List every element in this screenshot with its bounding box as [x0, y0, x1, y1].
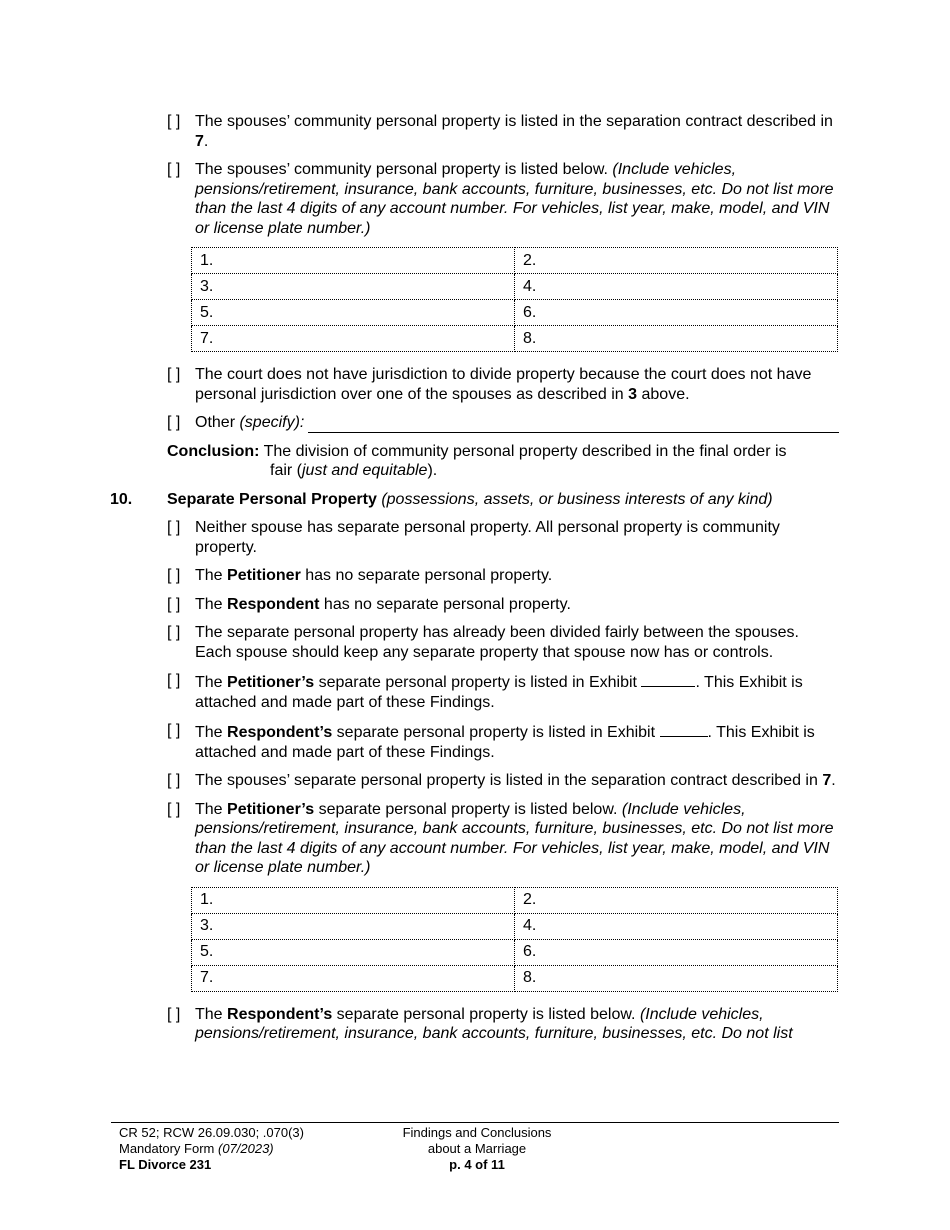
community-below-option [167, 160, 839, 238]
option-text: The [195, 724, 228, 741]
option-text-end: . This Exhibit is attached and made part of these Findings. [195, 724, 815, 761]
table-cell[interactable]: 5. [192, 939, 515, 965]
page-footer [111, 1122, 839, 1172]
option-note: (Include vehicles, pensions/retirement, insurance, bank accounts, furniture, businesses, etc. Do not list more than the last 4 digits of any account number. For vehicles, list year, make, model, and VIN or license plate number.) [195, 161, 834, 237]
option-text: The [195, 800, 228, 818]
checkbox[interactable]: [ ] [167, 722, 181, 739]
option-text: The spouses’ community personal property is listed in the separation contract described in [195, 113, 833, 130]
section-ref: 7 [195, 132, 204, 150]
neither-spouse-option [167, 518, 839, 557]
table-cell[interactable]: 6. [515, 300, 838, 326]
exhibit-field[interactable] [641, 671, 695, 687]
option-text-mid: separate personal property is listed below. [314, 800, 622, 818]
separate-contract-option [167, 771, 839, 791]
option-text: The spouses’ community personal property is listed below. [195, 161, 613, 178]
option-text-mid: separate personal property is listed in Exhibit [332, 724, 660, 741]
footer-center [395, 1125, 559, 1173]
page-number: p. 4 of 11 [449, 1157, 505, 1172]
checkbox[interactable]: [ ] [167, 366, 181, 383]
table-cell[interactable]: 7. [192, 326, 515, 352]
party-name: Petitioner’s [227, 674, 315, 691]
petitioner-property-table [191, 887, 838, 992]
table-row [192, 326, 838, 352]
table-cell[interactable]: 7. [192, 965, 515, 991]
table-cell[interactable]: 5. [192, 300, 515, 326]
checkbox[interactable]: [ ] [167, 519, 181, 536]
exhibit-field[interactable] [660, 721, 708, 737]
conclusion [167, 442, 839, 481]
footer-title-2: about a Marriage [427, 1141, 527, 1156]
table-cell[interactable]: 3. [192, 913, 515, 939]
section-title: Separate Personal Property [167, 490, 377, 508]
table-cell[interactable]: 2. [515, 248, 838, 274]
party-name: Respondent’s [227, 724, 333, 741]
checkbox[interactable]: [ ] [167, 1005, 181, 1023]
option-text-end: above. [637, 385, 690, 403]
conclusion-label: Conclusion: [167, 442, 260, 460]
jurisdiction-option [167, 365, 839, 404]
option-text-mid: separate personal property is listed below. [332, 1005, 640, 1023]
table-row [192, 248, 838, 274]
option-text: The separate personal property has already been divided fairly between the spouses. Each spouse should keep any separate property that spouse now has or controls. [195, 624, 799, 661]
checkbox[interactable]: [ ] [167, 800, 181, 818]
table-cell[interactable]: 3. [192, 274, 515, 300]
form-content [110, 112, 839, 1053]
table-cell[interactable]: 2. [515, 887, 838, 913]
footer-form-id [119, 1157, 304, 1173]
option-text-mid: separate personal property is listed in Exhibit [314, 674, 642, 691]
option-text: The court does not have jurisdiction to divide property because the court does not have personal jurisdiction over one of the spouses as described in [195, 366, 812, 403]
checkbox[interactable]: [ ] [167, 113, 181, 130]
other-option [167, 413, 839, 433]
table-cell[interactable]: 4. [515, 274, 838, 300]
other-specify-field[interactable] [308, 416, 839, 433]
section-subtitle: (possessions, assets, or business interests of any kind) [376, 490, 773, 508]
conclusion-italic: just and equitable [302, 462, 428, 479]
option-label: Other [195, 414, 240, 431]
party-name: Petitioner’s [227, 800, 315, 818]
footer-page-number [395, 1157, 559, 1173]
community-contract-option [167, 112, 839, 151]
checkbox[interactable]: [ ] [167, 672, 181, 689]
option-text: The [195, 674, 228, 691]
respondent-exhibit-option [167, 721, 839, 762]
checkbox[interactable]: [ ] [167, 595, 181, 613]
footer-form-date: (07/2023) [217, 1141, 274, 1156]
footer-title-1: Findings and Conclusions [402, 1125, 552, 1140]
party-name: Petitioner [227, 567, 301, 584]
section-ref: 7 [822, 772, 832, 789]
party-name: Respondent [227, 595, 320, 613]
checkbox[interactable]: [ ] [167, 624, 181, 641]
table-cell[interactable]: 8. [515, 965, 838, 991]
conclusion-text-cont: fair ( [270, 462, 302, 479]
table-cell[interactable]: 8. [515, 326, 838, 352]
respondent-below-option [167, 1005, 839, 1044]
community-property-table [191, 247, 838, 352]
footer-form-type [119, 1141, 304, 1157]
option-note: (Include vehicles, pensions/retirement, insurance, bank accounts, furniture, businesses, etc. Do not list [195, 1005, 793, 1042]
already-divided-option [167, 623, 839, 662]
option-text-end: has no separate personal property. [300, 567, 553, 584]
table-row [192, 913, 838, 939]
table-row [192, 887, 838, 913]
section-10-heading [110, 490, 839, 510]
option-text: The [195, 595, 228, 613]
section-ref: 3 [628, 385, 638, 403]
table-cell[interactable]: 4. [515, 913, 838, 939]
option-text: The [195, 567, 228, 584]
section-number: 10. [110, 490, 133, 508]
respondent-none-option [167, 595, 839, 615]
checkbox[interactable]: [ ] [167, 414, 181, 431]
petitioner-below-option [167, 800, 839, 878]
footer-form-number: FL Divorce 231 [119, 1157, 212, 1172]
checkbox[interactable]: [ ] [167, 161, 181, 178]
table-row [192, 939, 838, 965]
conclusion-text: The division of community personal property described in the final order is [259, 442, 787, 460]
party-name: Respondent’s [227, 1005, 333, 1023]
table-row [192, 274, 838, 300]
table-row [192, 300, 838, 326]
option-note: (specify): [239, 414, 305, 431]
option-text: Neither spouse has separate personal property. All personal property is community property. [195, 519, 780, 556]
option-text-end: . [831, 772, 836, 789]
petitioner-exhibit-option [167, 671, 839, 712]
conclusion-text-end: ). [427, 462, 438, 479]
table-cell[interactable]: 1. [192, 887, 515, 913]
footer-form-label: Mandatory Form [119, 1141, 218, 1156]
option-text-end: . [203, 132, 209, 150]
petitioner-none-option [167, 566, 839, 586]
checkbox[interactable]: [ ] [167, 567, 181, 584]
footer-rule-cite: CR 52; RCW 26.09.030; .070(3) [119, 1125, 304, 1140]
option-text-end: . This Exhibit is attached and made part of these Findings. [195, 674, 803, 711]
table-cell[interactable]: 1. [192, 248, 515, 274]
table-row [192, 965, 838, 991]
checkbox[interactable]: [ ] [167, 772, 181, 789]
option-note: (Include vehicles, pensions/retirement, insurance, bank accounts, furniture, businesses, etc. Do not list more than the last 4 digits of any account number. For vehicles, list year, make, model, and VIN or license plate number.) [195, 800, 834, 876]
footer-left [119, 1125, 304, 1173]
option-text-end: has no separate personal property. [319, 595, 571, 613]
table-cell[interactable]: 6. [515, 939, 838, 965]
option-text: The spouses’ separate personal property is listed in the separation contract described in [195, 772, 823, 789]
option-text: The [195, 1005, 228, 1023]
